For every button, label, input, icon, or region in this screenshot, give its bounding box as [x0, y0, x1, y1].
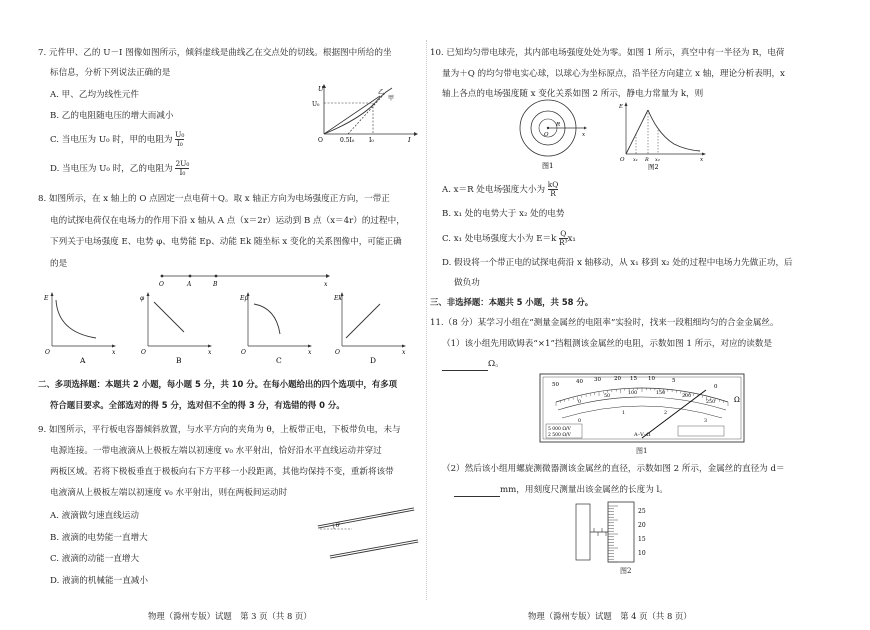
q8-stem-2: 电的试探电荷仅在电场力的作用下沿 x 轴从 A 点（x＝2r）运动到 B 点（x＝4r）的过程中， [50, 216, 405, 226]
svg-text:O: O [318, 137, 323, 144]
svg-text:A–V–Ω: A–V–Ω [634, 432, 651, 438]
svg-text:U₀: U₀ [312, 101, 320, 108]
q8-graph-c [240, 292, 318, 364]
q11-figure-2-caption: 图2 [620, 567, 632, 575]
svg-text:20: 20 [638, 522, 646, 529]
q8-graph-a [44, 292, 122, 364]
q9-option-c: C. 液滴的动能一直增大 [50, 554, 140, 564]
q9-capacitor-figure [312, 505, 422, 563]
svg-text:x₁: x₁ [633, 157, 638, 163]
graph-y-label: E [44, 295, 49, 302]
q9-option-d: D. 液滴的机械能一直减小 [50, 576, 148, 586]
svg-text:15: 15 [638, 536, 646, 543]
svg-text:θ: θ [336, 522, 340, 529]
svg-text:E: E [619, 104, 624, 110]
graph-x-label: x [402, 349, 406, 356]
graph-y-label: Ep [240, 295, 249, 302]
q10-option-c: C. x₁ 处电场强度大小为 E＝k $\frac{Q}{\text{R³}}$ x₁ [442, 229, 576, 247]
q10-option-d-2: 做负功 [454, 278, 480, 288]
q8-graph-b [140, 292, 218, 364]
q11-figure-1-caption: 图1 [636, 447, 648, 455]
svg-text:5 000 Ω/V: 5 000 Ω/V [548, 427, 571, 432]
q11-stem-1: 11.（8 分）某学习小组在“测量金属丝的电阻率”实验时，找来一段粗细均匀的合金金属丝。 [430, 318, 779, 328]
svg-text:B: B [213, 281, 218, 288]
q8-stem-4: 的是 [50, 259, 68, 269]
svg-text:0: 0 [714, 384, 718, 390]
graph-y-label: φ [140, 295, 145, 302]
graph-option-label: D [370, 356, 377, 364]
svg-text:30: 30 [594, 377, 601, 383]
svg-text:150: 150 [656, 391, 666, 396]
q11-micrometer-figure [572, 500, 682, 566]
svg-text:x₂: x₂ [655, 157, 660, 163]
svg-text:40: 40 [576, 379, 583, 385]
svg-text:5: 5 [672, 378, 676, 384]
svg-text:0: 0 [578, 419, 582, 424]
q8-x-axis-figure [156, 270, 336, 290]
answer-blank-resistance[interactable] [442, 361, 488, 371]
svg-text:20: 20 [614, 376, 621, 382]
answer-blank-diameter[interactable] [454, 487, 500, 497]
svg-text:图1: 图1 [542, 162, 554, 170]
section-2-heading-2: 符合题目要求。全部选对的得 5 分，选对但不全的得 3 分，有选错的得 0 分。 [50, 400, 345, 410]
svg-text:Ω: Ω [734, 396, 740, 404]
q10-option-d-1: D. 假设将一个带正电的试探电荷沿 x 轴移动，从 x₁ 移到 x₂ 处的过程中电场力先做正功，后 [442, 258, 793, 268]
svg-text:3: 3 [704, 419, 708, 424]
svg-text:15: 15 [630, 376, 637, 382]
q9-option-b: B. 液滴的电势能一直增大 [50, 533, 148, 543]
graph-origin-label: O [45, 349, 50, 356]
graph-origin-label: O [335, 349, 340, 356]
svg-text:2 500 Ω/V: 2 500 Ω/V [548, 433, 571, 438]
q7-option-a: A. 甲、乙均为线性元件 [50, 90, 140, 100]
svg-text:2: 2 [664, 411, 668, 416]
q7-option-b: B. 乙的电阻随电压的增大而减小 [50, 111, 174, 121]
q8-stem-1: 8. 如图所示，在 x 轴上的 O 点固定一点电荷＋Q。取 x 轴正方向为电场强度正方向，一带正 [38, 194, 390, 204]
svg-text:甲: 甲 [388, 95, 395, 102]
q11-part-1: （1）该小组先用欧姆表“×1”挡粗测该金属丝的电阻，示数如图 1 所示，对应的读数是 [442, 339, 773, 349]
q10-stem-2: 量为＋Q 的均匀带电实心球，以球心为坐标原点，沿半径方向建立 x 轴，理论分析表明，x [442, 69, 785, 79]
q9-option-a: A. 液滴做匀速直线运动 [50, 511, 140, 521]
svg-text:100: 100 [628, 391, 638, 396]
svg-text:R: R [556, 122, 561, 128]
footer-page-3: 物理（滁州专版）试题 第 3 页（共 8 页） [148, 611, 312, 621]
q10-option-b: B. x₁ 处的电势大于 x₂ 处的电势 [442, 209, 565, 219]
q11-ohmmeter-figure [538, 372, 748, 446]
svg-text:25: 25 [638, 508, 646, 515]
q11-part-2-answer: mm，用刻度尺测量出该金属丝的长度为 l。 [454, 484, 668, 497]
q8-graph-d [334, 292, 412, 364]
svg-text:250: 250 [706, 400, 716, 405]
svg-text:O: O [159, 281, 164, 288]
q9-stem-1: 9. 如图所示，平行板电容器倾斜放置，与水平方向的夹角为 θ，上板带正电，下板带负电，未与 [38, 425, 401, 435]
q10-figure-2-field-graph [616, 100, 708, 170]
section-2-heading-1: 二、多项选择题：本题共 2 小题，每小题 5 分，共 10 分。在每小题给出的四个选项中，有多项 [38, 379, 398, 389]
graph-x-label: x [112, 349, 116, 356]
page-4 [430, 0, 840, 630]
q10-figure-1-sphere [510, 98, 592, 170]
footer-page-4: 物理（滁州专版）试题 第 4 页（共 8 页） [528, 611, 692, 621]
section-3-heading: 三、非选择题：本题共 5 小题，共 58 分。 [430, 297, 594, 307]
graph-x-label: x [308, 349, 312, 356]
svg-text:I₀: I₀ [369, 137, 374, 144]
svg-text:x: x [582, 132, 586, 138]
svg-text:50: 50 [604, 394, 611, 399]
q7-option-c: C. 当电压为 U₀ 时，甲的电阻为 $\frac{\text{U₀}}{\text{I₀}}$ [50, 130, 185, 148]
svg-text:x: x [700, 157, 704, 163]
svg-text:50: 50 [552, 382, 559, 388]
svg-text:0: 0 [578, 400, 582, 405]
svg-text:I: I [408, 136, 411, 144]
q8-stem-3: 下列关于电场强度 E、电势 φ、电势能 Ep、动能 Ek 随坐标 x 变化的关系图像中，可能正确 [50, 237, 402, 247]
q11-part-1-answer: Ω。 [442, 358, 504, 371]
q10-option-a: A. x＝R 处电场强度大小为 $\frac{kQ}{R}$ [442, 180, 559, 198]
graph-x-label: x [208, 349, 212, 356]
svg-text:1: 1 [622, 411, 626, 416]
q7-stem-2: 标信息，分析下列说法正确的是 [50, 68, 171, 78]
page-3 [38, 0, 438, 630]
graph-origin-label: O [241, 349, 246, 356]
q9-stem-4: 电液滴从上极板左端以初速度 v₀ 水平射出，则在两板间运动时 [50, 488, 288, 498]
svg-text:R: R [645, 157, 649, 163]
svg-text:200: 200 [682, 394, 692, 399]
svg-text:图2: 图2 [648, 163, 659, 170]
q10-stem-3: 轴上各点的电场强度随 x 变化关系如图 2 所示，静电力常量为 k，则 [442, 89, 704, 99]
graph-option-label: C [276, 356, 282, 364]
q7-option-d: D. 当电压为 U₀ 时，乙的电阻为 $\frac{\text{2U₀}}{\text{I₀}}$ [50, 159, 190, 177]
graph-origin-label: O [141, 349, 146, 356]
svg-text:A: A [187, 281, 192, 288]
graph-option-label: A [80, 356, 86, 364]
svg-text:U: U [318, 85, 324, 93]
graph-y-label: Ek [334, 295, 343, 302]
graph-option-label: B [176, 356, 182, 364]
svg-text:10: 10 [648, 376, 655, 382]
svg-text:乙: 乙 [378, 89, 385, 96]
q9-stem-2: 电源连接。一带电液滴从上极板左端以初速度 v₀ 水平射出，恰好沿水平直线运动并穿过 [50, 446, 382, 456]
q9-stem-3: 两板区域。若将下极板垂直于极板向右下方平移一小段距离，其他均保持不变，重新将该带 [50, 467, 394, 477]
svg-text:10: 10 [638, 550, 646, 557]
q11-part-2: （2）然后该小组用螺旋测微器测该金属丝的直径，示数如图 2 所示，金属丝的直径为 d＝ [442, 464, 785, 474]
svg-text:O: O [544, 132, 549, 138]
svg-text:0.5I₀: 0.5I₀ [340, 137, 355, 144]
q10-stem-1: 10. 已知均匀带电球壳，其内部电场强度处处为零。如图 1 所示，真空中有一半径为 R，电荷 [430, 48, 785, 58]
svg-text:x: x [324, 281, 328, 288]
q7-ui-graph [310, 82, 420, 144]
q7-stem-1: 7. 元件甲、乙的 U－I 图像如图所示，倾斜虚线是曲线乙在交点处的切线。根据图中所给的坐 [38, 48, 392, 58]
svg-text:O: O [620, 157, 625, 163]
